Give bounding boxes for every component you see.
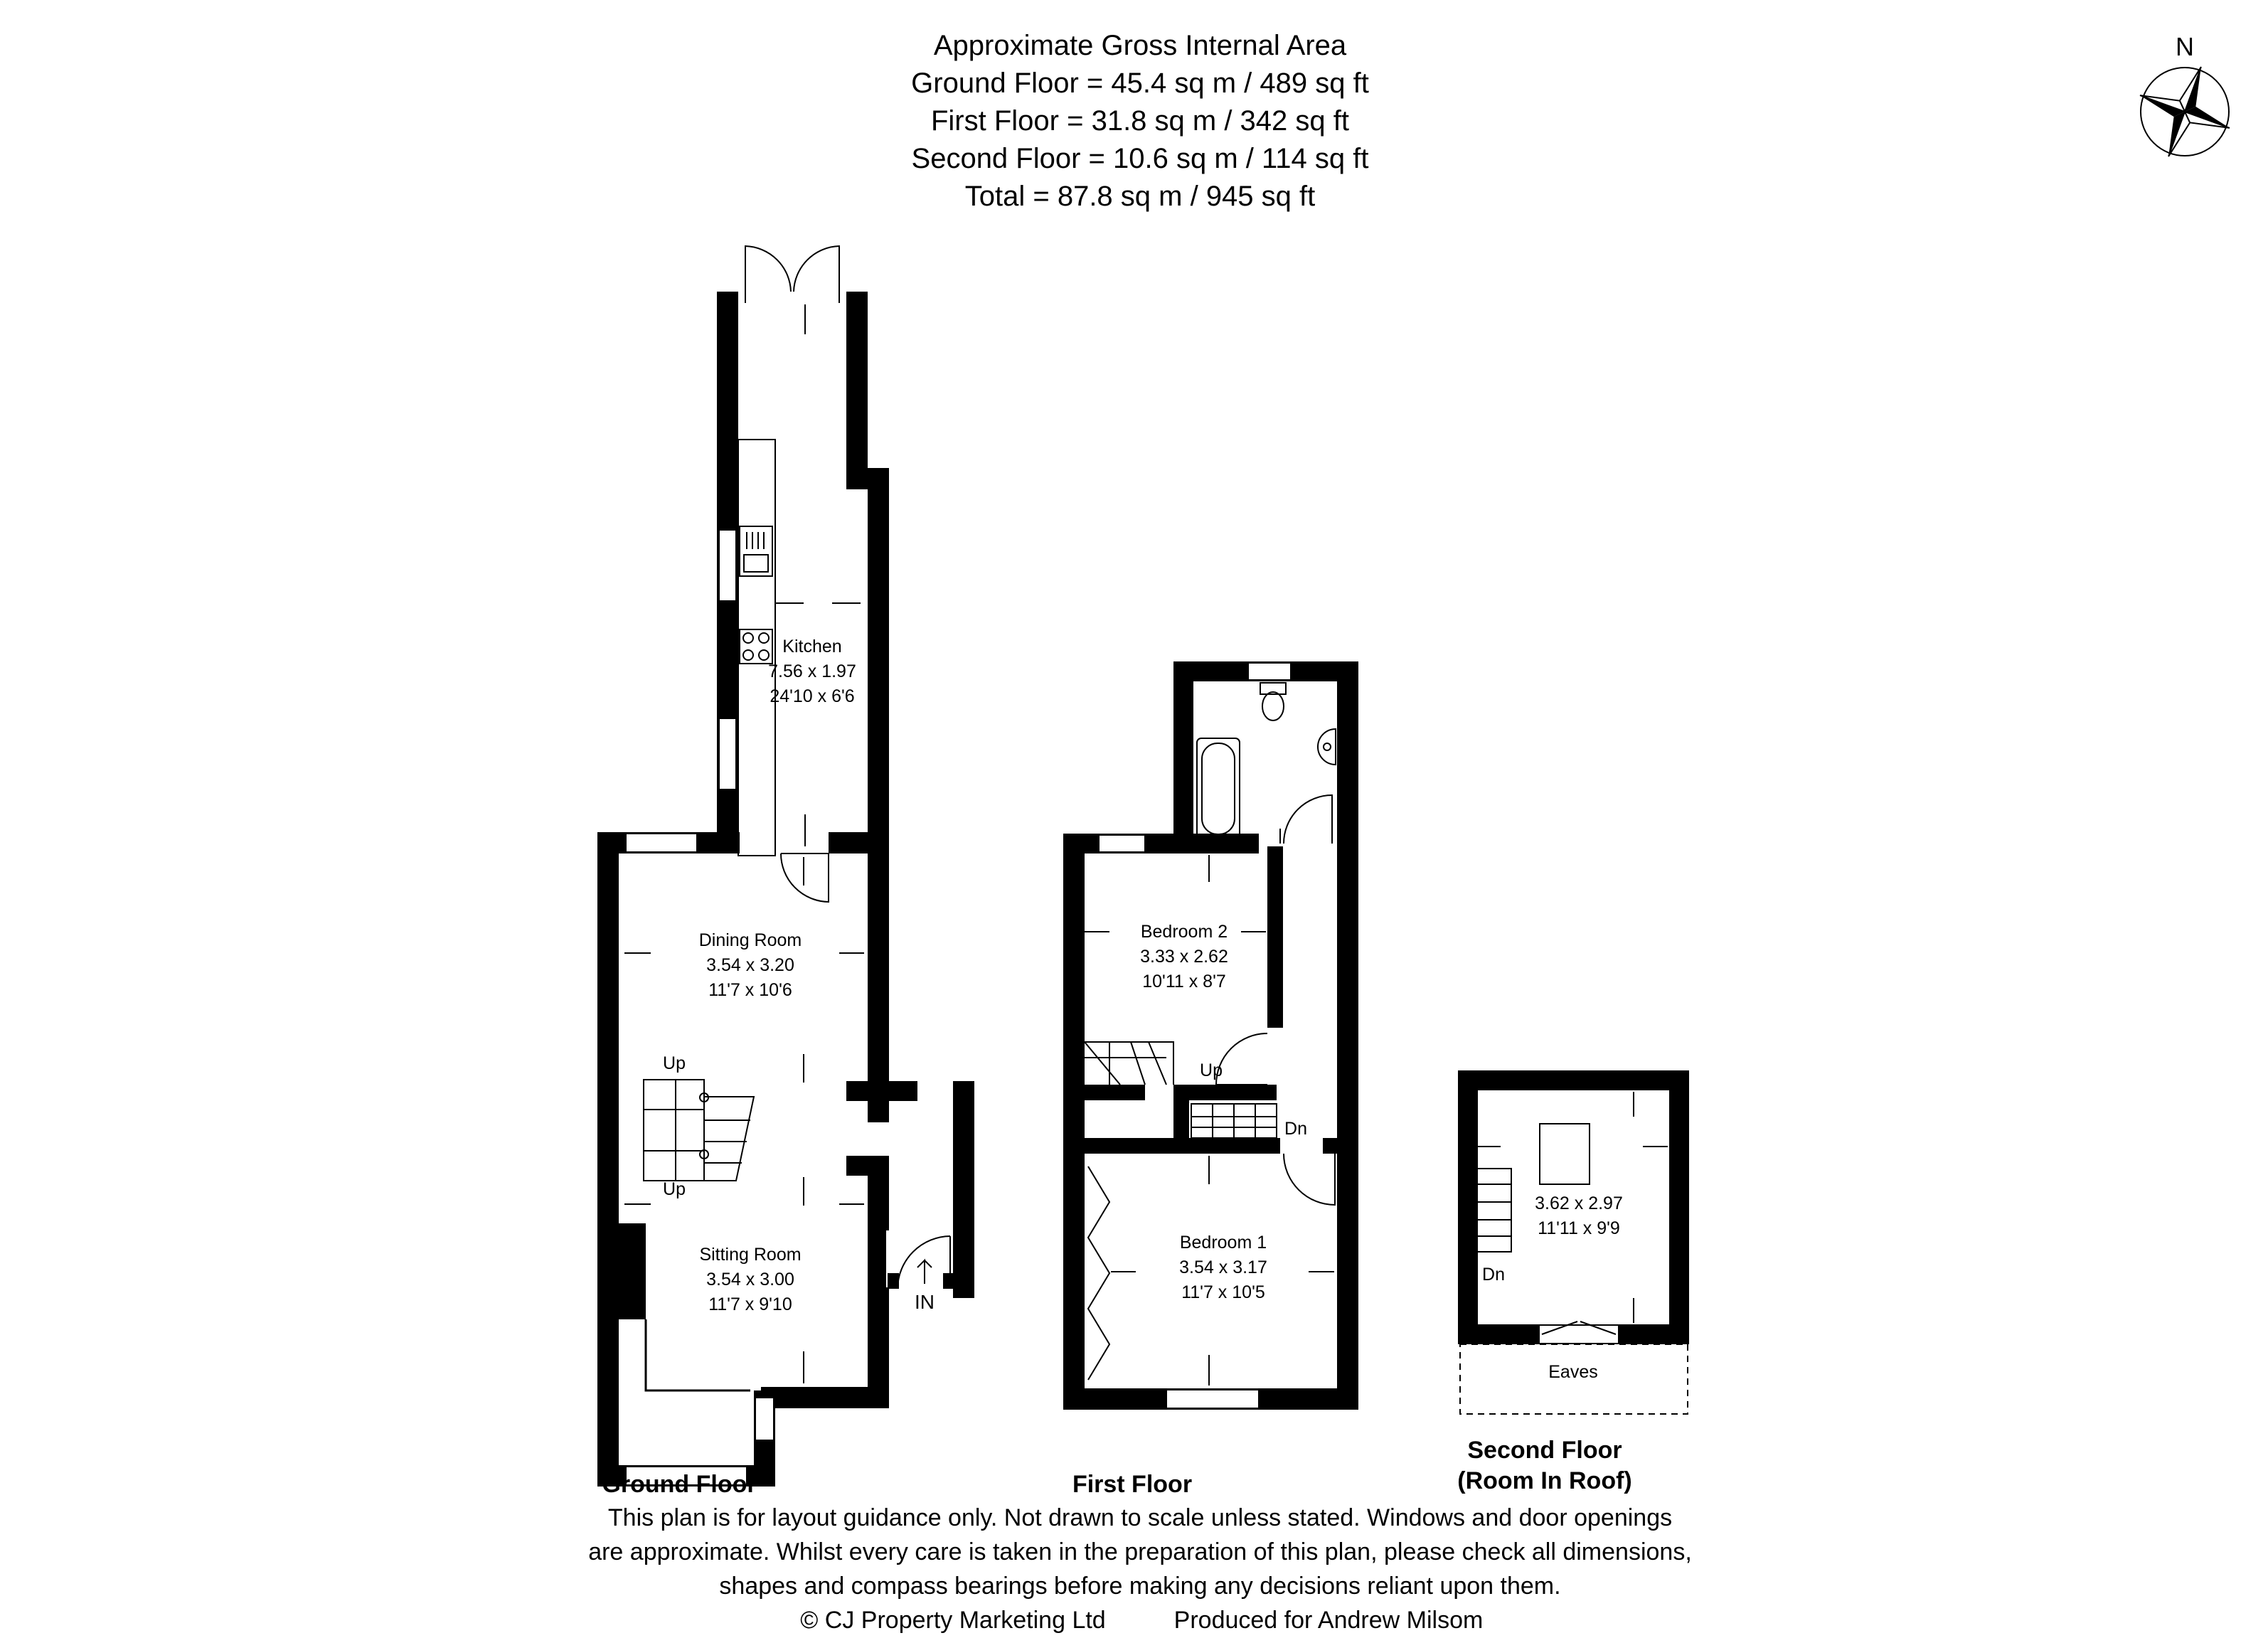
second-room-metric: 3.62 x 2.97 <box>1535 1193 1623 1213</box>
bedroom2-top-wall-right <box>1173 834 1259 853</box>
sitting-bay-inner <box>646 1319 750 1390</box>
dining-label: Dining Room <box>698 930 802 950</box>
ground-floor-plan <box>597 246 974 1498</box>
sitting-imperial: 11'7 x 9'10 <box>708 1294 792 1314</box>
first-floor-title: First Floor <box>1072 1471 1193 1498</box>
disclaimer-line-3: shapes and compass bearings before making any decisions reliant upon them. <box>719 1573 1561 1600</box>
kitchen-imperial: 24'10 x 6'6 <box>770 686 855 706</box>
compass-north-label: N <box>2176 32 2194 61</box>
bedroom1-metric: 3.54 x 3.17 <box>1179 1257 1267 1277</box>
first-stairs-down-label: Dn <box>1284 1119 1307 1139</box>
kitchen-counter <box>738 440 775 856</box>
second-floor-plan <box>1457 1070 1689 1494</box>
bedroom1-label: Bedroom 1 <box>1179 1233 1267 1253</box>
bedroom2-label: Bedroom 2 <box>1140 922 1228 942</box>
first-right-wall <box>1337 661 1358 1408</box>
kitchen-dining-door <box>781 853 829 902</box>
kitchen-window-1 <box>719 530 736 601</box>
annex-right-wall <box>953 1081 974 1298</box>
bathroom-left-wall <box>1173 661 1193 845</box>
bedroom2-imperial: 10'11 x 8'7 <box>1142 972 1226 991</box>
bedroom2-right-wall <box>1267 846 1283 1028</box>
dining-imperial: 11'7 x 10'6 <box>708 980 792 1000</box>
bathroom-door <box>1280 795 1332 844</box>
bedroom1-wardrobe <box>1088 1166 1109 1380</box>
bedroom2-door <box>1216 1033 1267 1085</box>
area-summary <box>911 30 1369 212</box>
area-second-floor: Second Floor = 10.6 sq m / 114 sq ft <box>911 143 1369 174</box>
compass-rose-icon <box>2124 32 2246 173</box>
first-floor-plan <box>1063 661 1358 1498</box>
area-total: Total = 87.8 sq m / 945 sq ft <box>964 181 1316 212</box>
second-stairs-down-label: Dn <box>1482 1265 1505 1285</box>
landing-divider <box>1173 1085 1189 1138</box>
second-floor-subtitle: (Room In Roof) <box>1457 1467 1632 1494</box>
ground-staircase <box>644 1080 754 1181</box>
bath-icon <box>1197 738 1240 839</box>
bedroom1-top-wall <box>1081 1138 1280 1154</box>
copyright-text: © CJ Property Marketing Ltd <box>800 1607 1106 1634</box>
kitchen-window-2 <box>719 718 736 789</box>
first-stairs-up <box>1085 1042 1173 1085</box>
produced-for-text: Produced for Andrew Milsom <box>1173 1607 1484 1634</box>
kitchen-metric: 7.56 x 1.97 <box>768 661 856 681</box>
bedroom2-window <box>1099 835 1145 852</box>
ground-stairs-up-top: Up <box>663 1053 686 1073</box>
dining-top-wall-right <box>829 832 889 853</box>
entrance-door <box>886 1230 954 1289</box>
dining-metric: 3.54 x 3.20 <box>706 955 794 975</box>
disclaimer-line-2: are approximate. Whilst every care is taken in the preparation of this plan, please check all dimensions, <box>588 1538 1692 1565</box>
sitting-label: Sitting Room <box>699 1245 802 1265</box>
entrance-label: IN <box>915 1291 935 1313</box>
second-room-imperial: 11'11 x 9'9 <box>1538 1218 1620 1238</box>
second-top-wall <box>1458 1070 1689 1090</box>
annex-top-wall <box>846 1081 917 1101</box>
basin-icon <box>1318 729 1336 765</box>
second-floor-title: Second Floor <box>1467 1437 1622 1464</box>
main-left-wall <box>597 832 619 1487</box>
second-right-wall <box>1669 1070 1689 1344</box>
landing-wall-left <box>1081 1085 1145 1100</box>
second-roof-window <box>1540 1124 1590 1184</box>
first-stairs-up-label: Up <box>1200 1060 1223 1080</box>
area-heading: Approximate Gross Internal Area <box>933 30 1347 61</box>
sitting-chimney <box>616 1223 646 1319</box>
sitting-right-wall <box>868 1156 889 1405</box>
kitchen-right-wall-lower <box>868 468 889 1122</box>
second-stairs <box>1478 1169 1511 1252</box>
area-first-floor: First Floor = 31.8 sq m / 342 sq ft <box>930 105 1350 137</box>
bedroom1-imperial: 11'7 x 10'5 <box>1181 1282 1265 1302</box>
bedroom1-top-wall-right <box>1323 1138 1351 1154</box>
kitchen-hob-icon <box>740 629 772 664</box>
second-left-wall <box>1458 1070 1478 1344</box>
kitchen-sink-icon <box>740 526 772 576</box>
disclaimer <box>588 1504 1692 1634</box>
kitchen-french-doors <box>738 246 846 303</box>
sitting-bottom-wall <box>761 1387 889 1408</box>
dining-window <box>626 834 697 852</box>
area-ground-floor: Ground Floor = 45.4 sq m / 489 sq ft <box>911 68 1369 99</box>
landing-door <box>1284 1154 1335 1205</box>
sitting-side-window <box>755 1398 774 1440</box>
kitchen-label: Kitchen <box>782 637 842 656</box>
bathroom-window <box>1248 663 1291 680</box>
toilet-icon <box>1260 683 1286 720</box>
eaves-label: Eaves <box>1548 1362 1598 1382</box>
bedroom1-window <box>1166 1390 1259 1408</box>
first-stairs-down <box>1191 1104 1277 1138</box>
kitchen-right-wall-upper <box>846 292 868 478</box>
ground-stairs-up-bottom: Up <box>663 1179 686 1199</box>
disclaimer-line-1: This plan is for layout guidance only. Not drawn to scale unless stated. Windows and door openings <box>607 1504 1673 1531</box>
bedroom2-metric: 3.33 x 2.62 <box>1140 947 1228 967</box>
first-left-wall <box>1063 834 1085 1406</box>
sitting-metric: 3.54 x 3.00 <box>706 1270 794 1289</box>
ground-floor-title: Ground Floor <box>602 1471 757 1498</box>
